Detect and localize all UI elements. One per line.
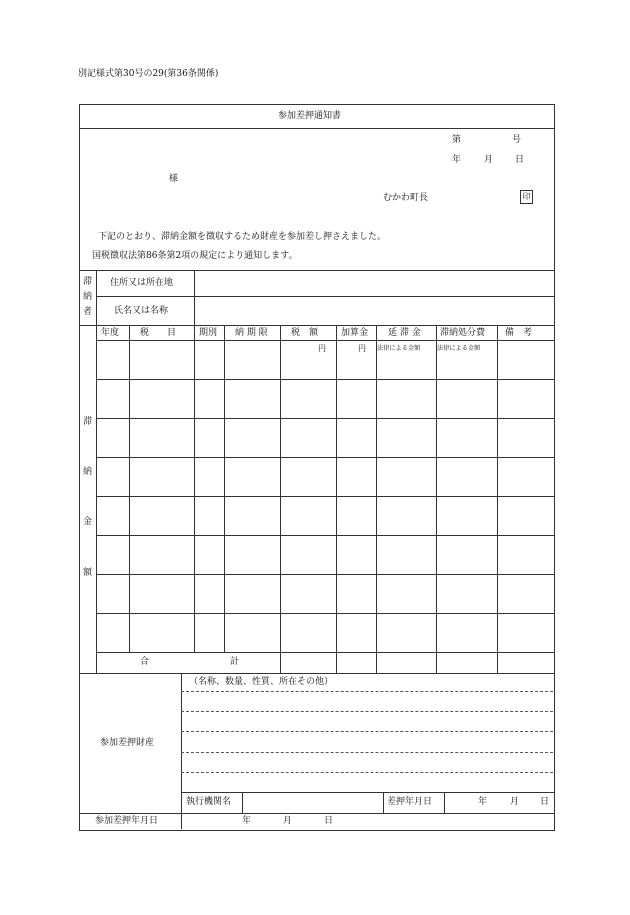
col-divider-disposal xyxy=(497,325,498,673)
header-date-month: 月 xyxy=(484,155,494,165)
unit-surcharge: 円 xyxy=(358,344,366,353)
delinquent-value-divider xyxy=(194,270,195,325)
seizure-date-year: 年 xyxy=(478,797,488,807)
header-disposal-cost: 滞納処分費 xyxy=(440,328,486,338)
amount-row-border-1 xyxy=(96,379,554,380)
col-divider-period xyxy=(224,325,225,652)
title-divider xyxy=(80,128,554,129)
agency-label: 執行機関名 xyxy=(186,797,232,807)
header-remarks: 備 考 xyxy=(505,328,533,338)
agency-label-divider xyxy=(242,792,243,813)
delinquent-label-divider xyxy=(96,270,97,325)
unit-tax-amount: 円 xyxy=(318,344,326,353)
property-line-2 xyxy=(181,711,553,712)
footer-top-border xyxy=(80,813,554,814)
header-date-year: 年 xyxy=(452,155,462,165)
seizure-date-label: 差押年月日 xyxy=(387,797,433,807)
agency-row-top-border xyxy=(181,792,554,793)
total-label-1: 合 xyxy=(140,657,150,667)
amount-section-label-4: 額 xyxy=(83,568,93,578)
footer-date-year: 年 xyxy=(242,816,252,826)
property-line-1 xyxy=(181,691,553,692)
delinquent-section-label-1: 滞 xyxy=(83,277,93,287)
seal-mark: 印 xyxy=(520,190,533,204)
form-outer-border xyxy=(79,104,555,831)
header-deadline: 納 期 限 xyxy=(235,328,268,338)
address-label: 住所又は所在地 xyxy=(110,278,174,288)
delinquent-section-label-3: 者 xyxy=(83,307,93,317)
agency-value-divider xyxy=(383,792,384,813)
unit-delinquency-tax: 法律による金額 xyxy=(377,345,421,352)
unit-disposal-cost: 法律による金額 xyxy=(437,345,481,352)
amount-row-border-3 xyxy=(96,457,554,458)
amount-section-label-1: 滞 xyxy=(83,417,93,427)
agency-field[interactable] xyxy=(244,794,381,811)
amount-total-border xyxy=(96,652,554,653)
header-surcharge: 加算金 xyxy=(341,328,369,338)
delinquent-section-label-2: 納 xyxy=(83,292,93,302)
amount-section-label-3: 金 xyxy=(83,517,93,527)
name-field[interactable] xyxy=(196,298,552,323)
seizure-date-divider xyxy=(444,792,445,813)
addressee-suffix: 様 xyxy=(169,174,179,184)
col-divider-surcharge xyxy=(376,325,377,673)
footer-date-month: 月 xyxy=(283,816,293,826)
header-tax-item: 税 目 xyxy=(140,328,177,338)
header-period: 期別 xyxy=(199,328,218,338)
amount-row-border-7 xyxy=(96,613,554,614)
col-divider-year xyxy=(129,325,130,652)
seizure-date-day: 日 xyxy=(540,797,550,807)
body-text-line2: 国税徴収法第86条第2項の規定により通知します。 xyxy=(92,251,298,261)
col-divider-tax-amount xyxy=(336,325,337,673)
form-reference: 別記様式第30号の29(第36条関係) xyxy=(78,69,219,79)
header-tax-amount: 税 額 xyxy=(291,328,319,338)
footer-label-divider xyxy=(181,813,182,829)
body-text-line1: 下記のとおり、滞納金額を徴収するため財産を参加差し押さえました。 xyxy=(98,232,387,242)
amount-header-border xyxy=(96,340,554,341)
col-divider-tax-item xyxy=(194,325,195,652)
property-line-5 xyxy=(181,772,553,773)
col-divider-delinquency xyxy=(436,325,437,673)
address-field[interactable] xyxy=(196,272,552,294)
name-label: 氏名又は名称 xyxy=(114,306,169,316)
delinquent-top-border xyxy=(80,270,554,271)
header-delinquency-tax: 延 滞 金 xyxy=(388,328,421,338)
amount-row-border-4 xyxy=(96,496,554,497)
delinquent-middle-border xyxy=(96,296,554,297)
property-line-3 xyxy=(181,731,553,732)
property-label: 参加差押財産 xyxy=(100,738,155,748)
number-suffix: 号 xyxy=(512,135,522,145)
footer-label: 参加差押年月日 xyxy=(95,816,159,826)
amount-row-border-6 xyxy=(96,574,554,575)
amount-row-border-5 xyxy=(96,535,554,536)
amount-bottom-border xyxy=(80,673,554,674)
issuer-name: むかわ町長 xyxy=(383,193,429,203)
header-date-day: 日 xyxy=(515,155,525,165)
amount-row-border-2 xyxy=(96,418,554,419)
number-prefix: 第 xyxy=(452,135,462,145)
delinquent-bottom-border xyxy=(80,325,554,326)
property-line-4 xyxy=(181,752,553,753)
footer-date-day: 日 xyxy=(324,816,334,826)
amount-section-label-2: 納 xyxy=(83,467,93,477)
total-label-2: 計 xyxy=(230,657,240,667)
form-title: 参加差押通知書 xyxy=(278,111,342,121)
amount-label-divider xyxy=(96,325,97,673)
property-note: （名称、数量、性質、所在その他） xyxy=(189,677,334,687)
col-divider-deadline xyxy=(280,325,281,673)
seizure-date-month: 月 xyxy=(510,797,520,807)
header-year: 年度 xyxy=(101,328,120,338)
